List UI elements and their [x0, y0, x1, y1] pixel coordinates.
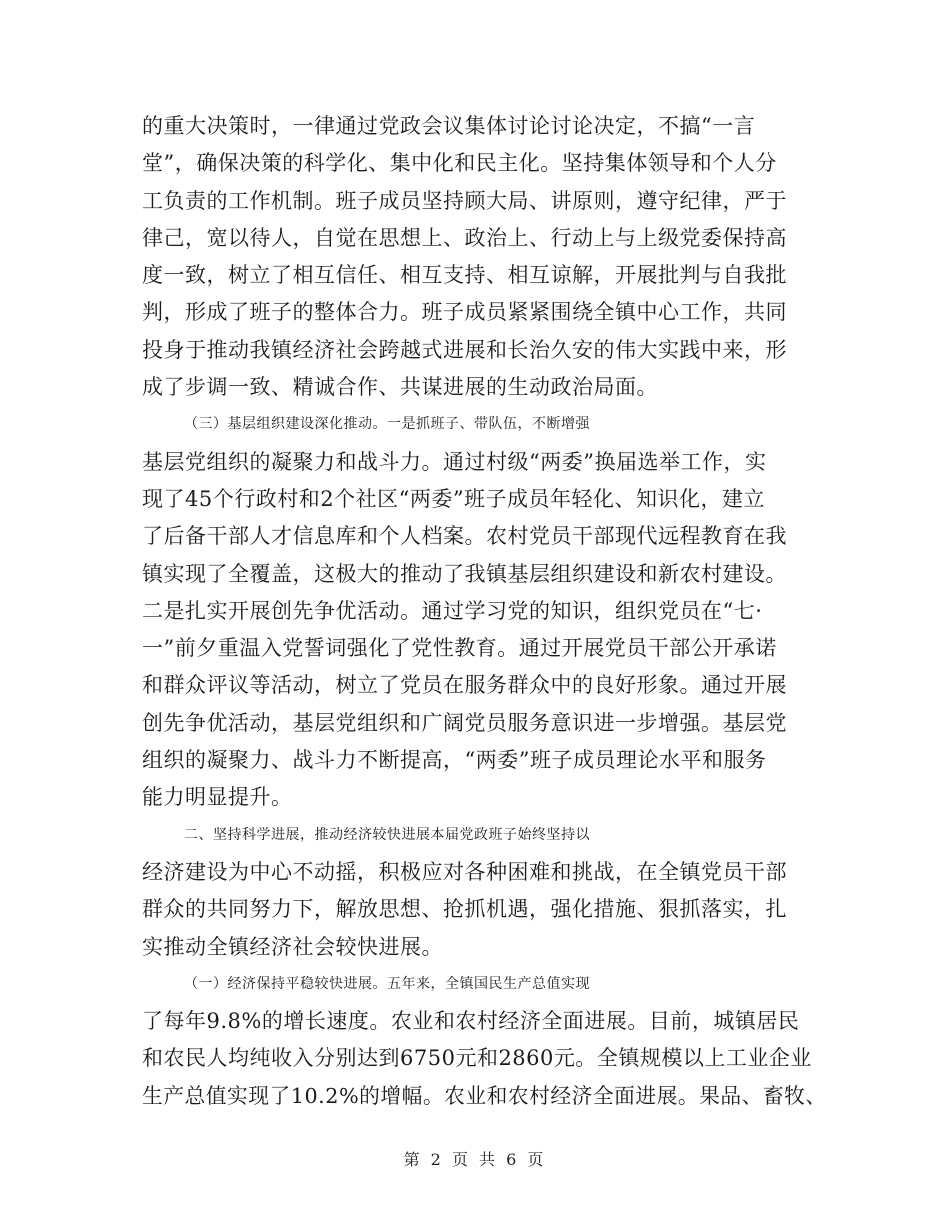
text-line: 投身于推动我镇经济社会跨越式进展和长治久安的伟大实践中来，形	[142, 337, 787, 362]
text-line: 现了45个行政村和2个社区“两委”班子成员年轻化、知识化，建立	[142, 486, 766, 511]
text-line: 度一致，树立了相互信任、相互支持、相互谅解，开展批判与自我批	[142, 263, 787, 288]
text-line: 了每年9.8%的增长速度。农业和农村经济全面进展。目前，城镇居民	[142, 1009, 800, 1034]
text-line: 群众的共同努力下，解放思想、抢抓机遇，强化措施、狠抓落实，扎	[142, 897, 787, 922]
document-body	[142, 108, 832, 1115]
text-line: 成了步调一致、精诚合作、共谋进展的生动政治局面。	[142, 375, 658, 400]
text-line: 实推动全镇经济社会较快进展。	[142, 934, 443, 959]
text-line: 二是扎实开展创先争优活动。通过学习党的知识，组织党员在“七·	[142, 598, 763, 623]
text-line: 组织的凝聚力、战斗力不断提高，“两委”班子成员理论水平和服务	[142, 748, 767, 773]
page-number-footer: 第 2 页 共 6 页	[403, 1150, 547, 1169]
text-line: 了后备干部人才信息库和个人档案。农村党员干部现代远程教育在我	[142, 524, 787, 549]
text-line: 经济建设为中心不动摇，积极应对各种困难和挑战，在全镇党员干部	[142, 859, 787, 884]
text-line: 二、坚持科学进展，推动经济较快进展本届党政班子始终坚持以	[184, 826, 590, 843]
text-block	[142, 108, 832, 1115]
text-line: 堂”，确保决策的科学化、集中化和民主化。坚持集体领导和个人分	[142, 151, 777, 176]
text-line: 生产总值实现了10.2%的增幅。农业和农村经济全面进展。果品、畜牧、	[142, 1083, 827, 1108]
text-line: 一”前夕重温入党誓词强化了党性教育。通过开展党员干部公开承诺	[142, 636, 777, 661]
text-line: 能力明显提升。	[142, 785, 293, 810]
text-line: 的重大决策时，一律通过党政会议集体讨论讨论决定，不搞“一言	[142, 114, 756, 138]
text-line: 工负责的工作机制。班子成员坚持顾大局、讲原则，遵守纪律，严于	[142, 188, 787, 213]
text-line: 和农民人均纯收入分别达到6750元和2860元。全镇规模以上工业企业	[142, 1046, 812, 1071]
text-line: 律己，宽以待人，自觉在思想上、政治上、行动上与上级党委保持高	[142, 225, 787, 250]
text-line: 和群众评议等活动，树立了党员在服务群众中的良好形象。通过开展	[142, 673, 787, 698]
text-line: 判，形成了班子的整体合力。班子成员紧紧围绕全镇中心工作，共同	[142, 300, 787, 325]
text-line: （一）经济保持平稳较快进展。五年来，全镇国民生产总值实现	[184, 975, 590, 992]
text-line: 镇实现了全覆盖，这极大的推动了我镇基层组织建设和新农村建设。	[142, 561, 787, 586]
text-line: 基层党组织的凝聚力和战斗力。通过村级“两委”换届选举工作，实	[142, 449, 767, 474]
text-line: （三）基层组织建设深化推动。一是抓班子、带队伍，不断增强	[184, 416, 590, 433]
text-line: 创先争优活动，基层党组织和广阔党员服务意识进一步增强。基层党	[142, 710, 787, 735]
